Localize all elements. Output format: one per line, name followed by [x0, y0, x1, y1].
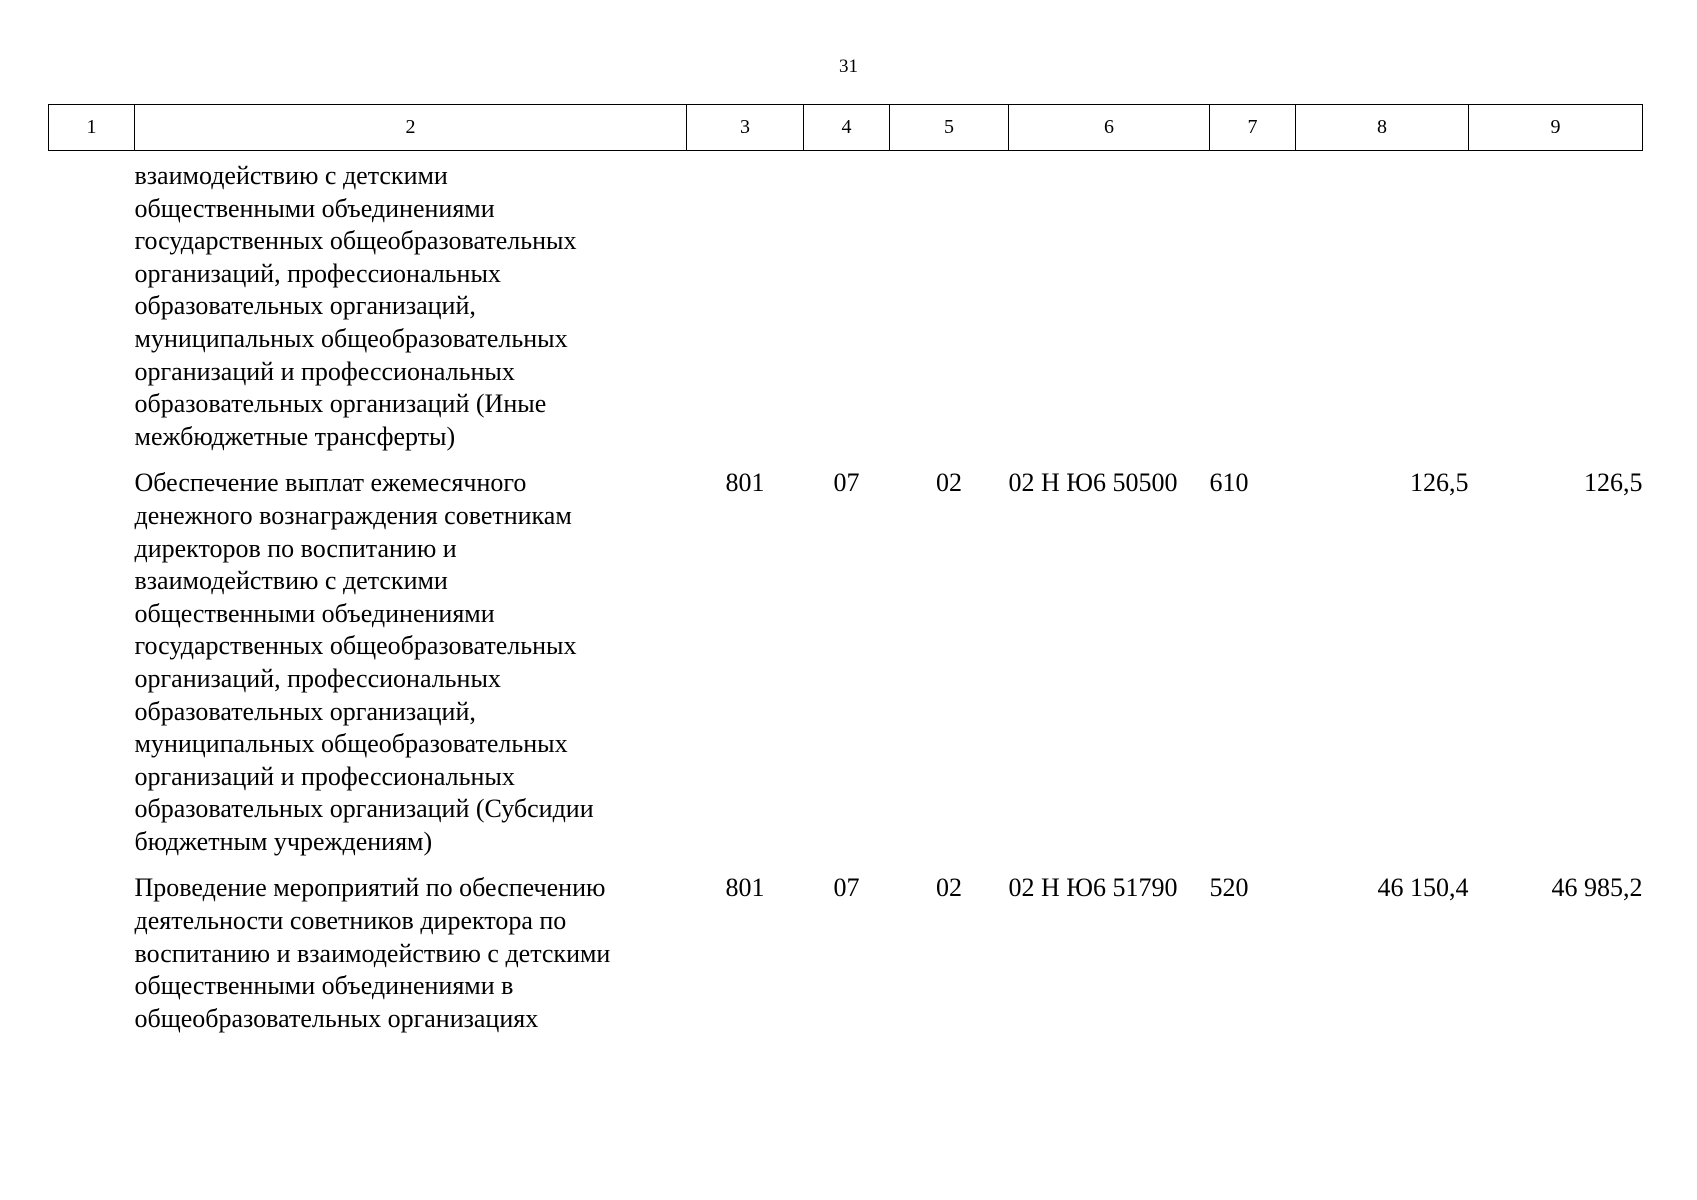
expense-name-cell	[135, 151, 687, 468]
column-header-2: 2	[135, 105, 687, 151]
expense-name-line: взаимодействию с детскими	[134, 566, 448, 596]
cell-col1	[49, 151, 135, 468]
section-code-cell: 07	[833, 468, 860, 498]
ministry-code-cell: 801	[725, 468, 765, 498]
expense-name-cell	[135, 872, 687, 1049]
expense-name-line: образовательных организаций,	[134, 696, 476, 726]
column-header-3: 3	[687, 105, 804, 151]
ministry-code-cell: 801	[725, 873, 765, 903]
expense-name-line: организаций, профессиональных	[134, 663, 501, 693]
expense-name-line: денежного вознаграждения советникам	[134, 500, 572, 530]
column-header-7: 7	[1210, 105, 1296, 151]
amount-year2-cell: 126,5	[1584, 468, 1643, 498]
amount-year2-cell: 46 985,2	[1551, 873, 1643, 903]
expense-name-line: образовательных организаций (Иные	[134, 389, 547, 419]
target-article-cell	[1009, 151, 1210, 468]
expense-name-line: взаимодействию с детскими	[134, 161, 448, 190]
amount-year2-cell	[1469, 151, 1643, 468]
table-row	[49, 872, 1643, 1049]
subsection-code-cell	[890, 151, 1009, 468]
table-row	[49, 467, 1643, 872]
expense-name-line: образовательных организаций (Субсидии	[134, 794, 594, 824]
section-code-cell: 07	[833, 873, 860, 903]
column-header-6: 6	[1009, 105, 1210, 151]
expense-name-line: государственных общеобразовательных	[134, 631, 577, 661]
expense-name-line: воспитанию и взаимодействию с детскими	[134, 938, 611, 968]
column-number-header-row	[49, 105, 1643, 151]
ministry-code-cell	[687, 151, 804, 468]
expense-name-cell	[135, 467, 687, 872]
column-header-8: 8	[1296, 105, 1469, 151]
expense-name-line: муниципальных общеобразовательных	[134, 323, 568, 353]
expense-name-line: Проведение мероприятий по обеспечению	[134, 873, 606, 903]
section-code-cell	[804, 151, 890, 468]
cell-col1	[49, 467, 135, 872]
column-header-5: 5	[890, 105, 1009, 151]
expense-name-line: межбюджетные трансферты)	[134, 421, 456, 451]
subsection-code-cell: 02	[936, 873, 962, 903]
expense-name-line: государственных общеобразовательных	[134, 226, 577, 256]
subsection-code-cell: 02	[936, 468, 962, 498]
target-article-cell: 02 Н Ю6 51790	[1008, 873, 1178, 903]
expense-name-line: общеобразовательных организациях	[134, 1003, 539, 1033]
expense-name-line: организаций и профессиональных	[134, 761, 515, 791]
expense-name-line: образовательных организаций,	[134, 291, 476, 321]
column-header-1: 1	[49, 105, 135, 151]
expense-name-line: деятельности советников директора по	[134, 906, 567, 936]
expense-name-line: бюджетным учреждениям)	[134, 826, 433, 856]
expense-name-line: организаций, профессиональных	[134, 258, 501, 288]
amount-year1-cell	[1296, 151, 1469, 468]
amount-year1-cell: 46 150,4	[1377, 873, 1469, 903]
column-header-4: 4	[804, 105, 890, 151]
expense-type-cell: 520	[1209, 873, 1249, 903]
amount-year1-cell: 126,5	[1410, 468, 1469, 498]
expense-name-line: организаций и профессиональных	[134, 356, 515, 386]
page-number: 31	[839, 56, 858, 77]
expense-name-line: общественными объединениями в	[134, 971, 514, 1001]
expense-type-cell	[1210, 151, 1296, 468]
expense-name-line: Обеспечение выплат ежемесячного	[134, 468, 527, 498]
expense-name-line: директоров по воспитанию и	[134, 533, 457, 563]
column-header-9: 9	[1469, 105, 1643, 151]
expense-type-cell: 610	[1209, 468, 1249, 498]
target-article-cell: 02 Н Ю6 50500	[1008, 468, 1178, 498]
table-row	[49, 151, 1643, 468]
expense-name-line: общественными объединениями	[134, 598, 495, 628]
expense-name-line: муниципальных общеобразовательных	[134, 729, 568, 759]
cell-col1	[49, 872, 135, 1049]
expense-name-line: общественными объединениями	[134, 193, 495, 223]
budget-table	[48, 104, 1643, 1049]
